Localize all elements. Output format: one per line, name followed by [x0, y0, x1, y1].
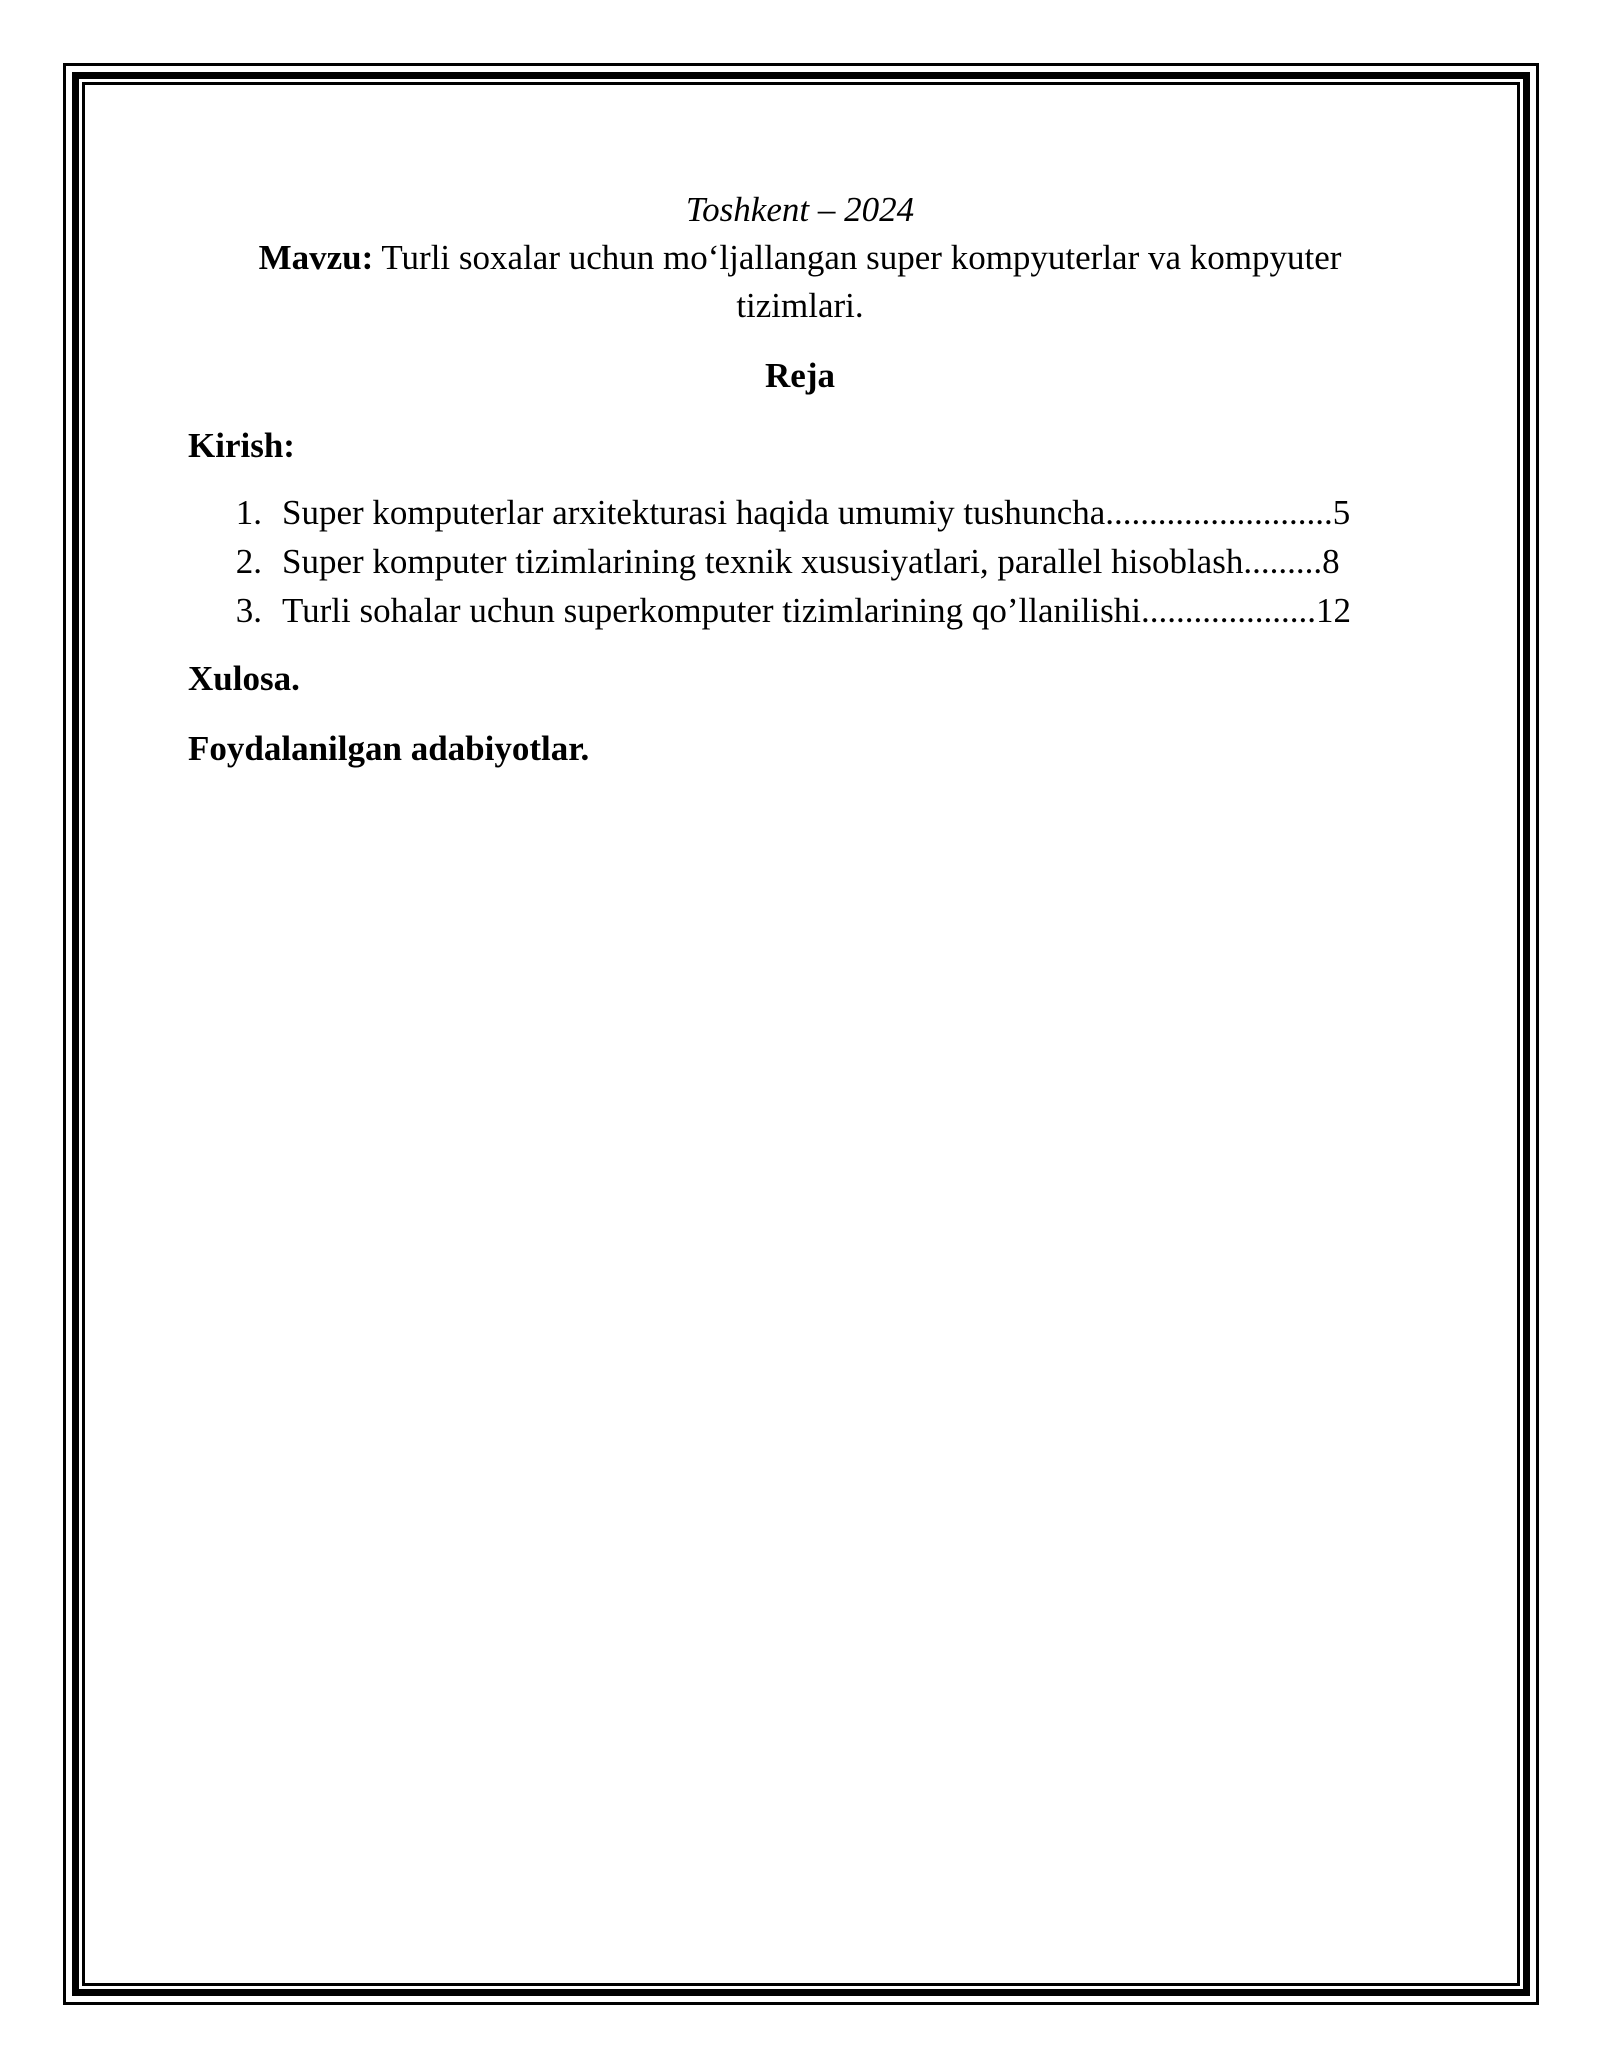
toc-item-text: Turli sohalar uchun superkomputer tizimlarining qo’llanilishi....................: [282, 591, 1317, 630]
conclusion-heading: Xulosa.: [188, 659, 300, 698]
city-year: Toshkent – 2024: [685, 190, 915, 229]
toc-item-number: 3.: [235, 591, 262, 630]
topic-label: Mavzu:: [258, 238, 374, 277]
toc-item-number: 1.: [235, 493, 262, 532]
toc-item: [188, 586, 1412, 635]
toc-item-text: Super komputerlar arxitekturasi haqida umumiy tushuncha..........................: [282, 493, 1333, 532]
toc-item-number: 2.: [235, 542, 262, 581]
topic-text-line1: Turli soxalar uchun mo‘ljallangan super kompyuterlar va kompyuter: [373, 238, 1342, 277]
references-heading: Foydalanilgan adabiyotlar.: [188, 729, 590, 768]
topic-text-line2: tizimlari.: [736, 286, 864, 325]
plan-title: Reja: [765, 356, 835, 395]
toc-item-page: 5: [1332, 493, 1351, 532]
toc-item-page: 8: [1322, 542, 1340, 581]
toc-item-text: Super komputer tizimlarining texnik xususiyatlari, parallel hisoblash.........: [282, 542, 1323, 581]
toc-item: [188, 537, 1412, 586]
document-body: [188, 186, 1412, 773]
toc-item-page: 12: [1316, 591, 1352, 630]
topic: [188, 234, 1412, 330]
intro-heading: Kirish:: [188, 426, 295, 465]
table-of-contents: [188, 488, 1412, 635]
toc-item: [188, 488, 1412, 537]
